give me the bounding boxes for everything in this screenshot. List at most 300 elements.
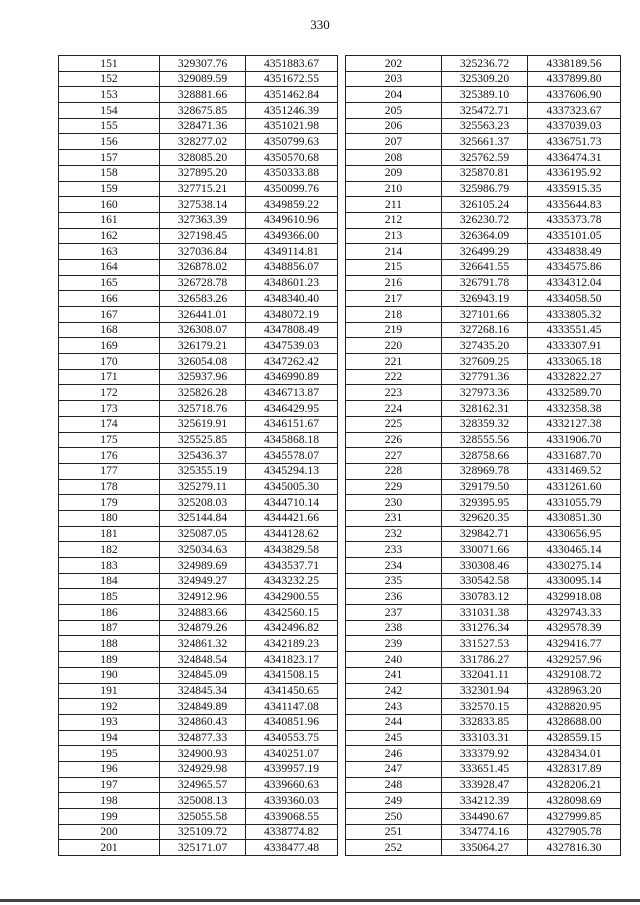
point-number-cell: 227 [346, 448, 442, 464]
x-coordinate-cell: 326791.78 [442, 275, 528, 291]
y-coordinate-cell: 4345578.07 [246, 448, 338, 464]
x-coordinate-cell: 324989.69 [160, 558, 246, 574]
table-row [59, 730, 338, 746]
x-coordinate-cell: 326728.78 [160, 275, 246, 291]
table-row [346, 620, 621, 636]
x-coordinate-cell: 329089.59 [160, 71, 246, 87]
x-coordinate-cell: 324949.27 [160, 573, 246, 589]
table-row [59, 840, 338, 856]
table-row [59, 134, 338, 150]
x-coordinate-cell: 325008.13 [160, 793, 246, 809]
table-row [346, 87, 621, 103]
point-number-cell: 234 [346, 558, 442, 574]
point-number-cell: 154 [59, 103, 160, 119]
page-number: 330 [310, 17, 330, 32]
x-coordinate-cell: 325661.37 [442, 134, 528, 150]
y-coordinate-cell: 4341823.17 [246, 652, 338, 668]
table-row [346, 259, 621, 275]
table-row [346, 777, 621, 793]
x-coordinate-cell: 334490.67 [442, 809, 528, 825]
x-coordinate-cell: 327895.20 [160, 165, 246, 181]
x-coordinate-cell: 324849.89 [160, 699, 246, 715]
table-row [346, 463, 621, 479]
x-coordinate-cell: 328881.66 [160, 87, 246, 103]
y-coordinate-cell: 4349610.96 [246, 212, 338, 228]
x-coordinate-cell: 325472.71 [442, 103, 528, 119]
point-number-cell: 224 [346, 401, 442, 417]
coordinate-table-right [345, 55, 621, 856]
point-number-cell: 236 [346, 589, 442, 605]
y-coordinate-cell: 4333065.18 [528, 354, 621, 370]
point-number-cell: 191 [59, 683, 160, 699]
point-number-cell: 158 [59, 165, 160, 181]
x-coordinate-cell: 325563.23 [442, 118, 528, 134]
point-number-cell: 155 [59, 118, 160, 134]
table-row [346, 652, 621, 668]
point-number-cell: 216 [346, 275, 442, 291]
y-coordinate-cell: 4351883.67 [246, 56, 338, 72]
x-coordinate-cell: 327268.16 [442, 322, 528, 338]
point-number-cell: 164 [59, 259, 160, 275]
point-number-cell: 174 [59, 416, 160, 432]
table-row [346, 401, 621, 417]
coordinate-table-left [58, 55, 338, 856]
table-row [346, 558, 621, 574]
x-coordinate-cell: 325087.05 [160, 526, 246, 542]
x-coordinate-cell: 324845.34 [160, 683, 246, 699]
point-number-cell: 244 [346, 714, 442, 730]
x-coordinate-cell: 325236.72 [442, 56, 528, 72]
y-coordinate-cell: 4328206.21 [528, 777, 621, 793]
y-coordinate-cell: 4328559.15 [528, 730, 621, 746]
x-coordinate-cell: 335064.27 [442, 840, 528, 856]
point-number-cell: 212 [346, 212, 442, 228]
y-coordinate-cell: 4345868.18 [246, 432, 338, 448]
table-row [59, 244, 338, 260]
y-coordinate-cell: 4337899.80 [528, 71, 621, 87]
y-coordinate-cell: 4334575.86 [528, 259, 621, 275]
point-number-cell: 208 [346, 150, 442, 166]
point-number-cell: 156 [59, 134, 160, 150]
table-row [59, 589, 338, 605]
x-coordinate-cell: 325309.20 [442, 71, 528, 87]
table-row [59, 636, 338, 652]
table-row [346, 416, 621, 432]
point-number-cell: 152 [59, 71, 160, 87]
table-row [346, 479, 621, 495]
table-row [59, 777, 338, 793]
y-coordinate-cell: 4333307.91 [528, 338, 621, 354]
point-number-cell: 233 [346, 542, 442, 558]
y-coordinate-cell: 4343537.71 [246, 558, 338, 574]
point-number-cell: 217 [346, 291, 442, 307]
point-number-cell: 173 [59, 401, 160, 417]
table-row [59, 746, 338, 762]
x-coordinate-cell: 329620.35 [442, 510, 528, 526]
table-row [59, 479, 338, 495]
point-number-cell: 220 [346, 338, 442, 354]
y-coordinate-cell: 4337039.03 [528, 118, 621, 134]
table-row [346, 746, 621, 762]
y-coordinate-cell: 4335373.78 [528, 212, 621, 228]
table-row [59, 354, 338, 370]
table-row [346, 432, 621, 448]
point-number-cell: 223 [346, 385, 442, 401]
y-coordinate-cell: 4350570.68 [246, 150, 338, 166]
point-number-cell: 229 [346, 479, 442, 495]
x-coordinate-cell: 326641.55 [442, 259, 528, 275]
table-row [59, 322, 338, 338]
point-number-cell: 195 [59, 746, 160, 762]
table-row [59, 259, 338, 275]
x-coordinate-cell: 328085.20 [160, 150, 246, 166]
y-coordinate-cell: 4349366.00 [246, 228, 338, 244]
table-row [59, 150, 338, 166]
table-row [346, 150, 621, 166]
x-coordinate-cell: 324965.57 [160, 777, 246, 793]
y-coordinate-cell: 4340851.96 [246, 714, 338, 730]
table-row [59, 824, 338, 840]
y-coordinate-cell: 4330275.14 [528, 558, 621, 574]
point-number-cell: 192 [59, 699, 160, 715]
point-number-cell: 185 [59, 589, 160, 605]
point-number-cell: 159 [59, 181, 160, 197]
x-coordinate-cell: 324879.26 [160, 620, 246, 636]
y-coordinate-cell: 4331469.52 [528, 463, 621, 479]
x-coordinate-cell: 327538.14 [160, 197, 246, 213]
x-coordinate-cell: 324929.98 [160, 761, 246, 777]
point-number-cell: 230 [346, 495, 442, 511]
y-coordinate-cell: 4339068.55 [246, 809, 338, 825]
x-coordinate-cell: 326308.07 [160, 322, 246, 338]
table-row [346, 118, 621, 134]
y-coordinate-cell: 4343232.25 [246, 573, 338, 589]
x-coordinate-cell: 325109.72 [160, 824, 246, 840]
y-coordinate-cell: 4342496.82 [246, 620, 338, 636]
table-row [59, 652, 338, 668]
y-coordinate-cell: 4328820.95 [528, 699, 621, 715]
x-coordinate-cell: 328162.31 [442, 401, 528, 417]
point-number-cell: 232 [346, 526, 442, 542]
x-coordinate-cell: 326441.01 [160, 307, 246, 323]
x-coordinate-cell: 332041.11 [442, 667, 528, 683]
y-coordinate-cell: 4336474.31 [528, 150, 621, 166]
y-coordinate-cell: 4348072.19 [246, 307, 338, 323]
point-number-cell: 162 [59, 228, 160, 244]
point-number-cell: 207 [346, 134, 442, 150]
y-coordinate-cell: 4340251.07 [246, 746, 338, 762]
y-coordinate-cell: 4329416.77 [528, 636, 621, 652]
y-coordinate-cell: 4336195.92 [528, 165, 621, 181]
point-number-cell: 204 [346, 87, 442, 103]
y-coordinate-cell: 4333551.45 [528, 322, 621, 338]
x-coordinate-cell: 325762.59 [442, 150, 528, 166]
point-number-cell: 167 [59, 307, 160, 323]
table-row [346, 56, 621, 72]
point-number-cell: 186 [59, 605, 160, 621]
x-coordinate-cell: 325826.28 [160, 385, 246, 401]
x-coordinate-cell: 334774.16 [442, 824, 528, 840]
point-number-cell: 251 [346, 824, 442, 840]
point-number-cell: 165 [59, 275, 160, 291]
x-coordinate-cell: 333928.47 [442, 777, 528, 793]
y-coordinate-cell: 4338774.82 [246, 824, 338, 840]
scan-bottom-edge [0, 899, 640, 902]
y-coordinate-cell: 4346713.87 [246, 385, 338, 401]
table-row [59, 165, 338, 181]
point-number-cell: 203 [346, 71, 442, 87]
y-coordinate-cell: 4329578.39 [528, 620, 621, 636]
point-number-cell: 184 [59, 573, 160, 589]
y-coordinate-cell: 4331906.70 [528, 432, 621, 448]
x-coordinate-cell: 324860.43 [160, 714, 246, 730]
x-coordinate-cell: 328969.78 [442, 463, 528, 479]
table-row [346, 605, 621, 621]
x-coordinate-cell: 325619.91 [160, 416, 246, 432]
y-coordinate-cell: 4335644.83 [528, 197, 621, 213]
point-number-cell: 201 [59, 840, 160, 856]
point-number-cell: 252 [346, 840, 442, 856]
x-coordinate-cell: 326878.02 [160, 259, 246, 275]
table-row [59, 542, 338, 558]
y-coordinate-cell: 4348601.23 [246, 275, 338, 291]
x-coordinate-cell: 325055.58 [160, 809, 246, 825]
y-coordinate-cell: 4345294.13 [246, 463, 338, 479]
point-number-cell: 250 [346, 809, 442, 825]
x-coordinate-cell: 325436.37 [160, 448, 246, 464]
table-row [59, 761, 338, 777]
point-number-cell: 245 [346, 730, 442, 746]
point-number-cell: 197 [59, 777, 160, 793]
point-number-cell: 175 [59, 432, 160, 448]
table-row [346, 510, 621, 526]
point-number-cell: 205 [346, 103, 442, 119]
x-coordinate-cell: 327435.20 [442, 338, 528, 354]
point-number-cell: 194 [59, 730, 160, 746]
x-coordinate-cell: 331031.38 [442, 605, 528, 621]
y-coordinate-cell: 4348856.07 [246, 259, 338, 275]
point-number-cell: 210 [346, 181, 442, 197]
point-number-cell: 246 [346, 746, 442, 762]
point-number-cell: 209 [346, 165, 442, 181]
table-row [59, 714, 338, 730]
y-coordinate-cell: 4327905.78 [528, 824, 621, 840]
y-coordinate-cell: 4350333.88 [246, 165, 338, 181]
x-coordinate-cell: 332833.85 [442, 714, 528, 730]
x-coordinate-cell: 333651.45 [442, 761, 528, 777]
y-coordinate-cell: 4340553.75 [246, 730, 338, 746]
x-coordinate-cell: 325389.10 [442, 87, 528, 103]
table-row [346, 212, 621, 228]
table-row [346, 71, 621, 87]
y-coordinate-cell: 4327999.85 [528, 809, 621, 825]
y-coordinate-cell: 4342189.23 [246, 636, 338, 652]
x-coordinate-cell: 327609.25 [442, 354, 528, 370]
point-number-cell: 214 [346, 244, 442, 260]
point-number-cell: 215 [346, 259, 442, 275]
table-row [346, 448, 621, 464]
y-coordinate-cell: 4336751.73 [528, 134, 621, 150]
table-row [59, 118, 338, 134]
table-row [59, 432, 338, 448]
point-number-cell: 240 [346, 652, 442, 668]
table-row [59, 683, 338, 699]
x-coordinate-cell: 331276.34 [442, 620, 528, 636]
table-row [59, 495, 338, 511]
table-row [59, 275, 338, 291]
point-number-cell: 213 [346, 228, 442, 244]
x-coordinate-cell: 329179.50 [442, 479, 528, 495]
table-row [59, 385, 338, 401]
x-coordinate-cell: 329395.95 [442, 495, 528, 511]
table-row [59, 558, 338, 574]
point-number-cell: 231 [346, 510, 442, 526]
x-coordinate-cell: 326105.24 [442, 197, 528, 213]
table-row [346, 322, 621, 338]
point-number-cell: 181 [59, 526, 160, 542]
table-row [59, 291, 338, 307]
table-row [346, 354, 621, 370]
point-number-cell: 226 [346, 432, 442, 448]
x-coordinate-cell: 324900.93 [160, 746, 246, 762]
table-row [346, 385, 621, 401]
point-number-cell: 183 [59, 558, 160, 574]
x-coordinate-cell: 324845.09 [160, 667, 246, 683]
table-row [346, 338, 621, 354]
point-number-cell: 182 [59, 542, 160, 558]
table-row [346, 134, 621, 150]
y-coordinate-cell: 4341508.15 [246, 667, 338, 683]
table-row [59, 510, 338, 526]
x-coordinate-cell: 328675.85 [160, 103, 246, 119]
table-row [346, 103, 621, 119]
x-coordinate-cell: 325718.76 [160, 401, 246, 417]
y-coordinate-cell: 4334312.04 [528, 275, 621, 291]
table-row [59, 228, 338, 244]
x-coordinate-cell: 327198.45 [160, 228, 246, 244]
table-row [59, 87, 338, 103]
x-coordinate-cell: 327101.66 [442, 307, 528, 323]
y-coordinate-cell: 4332358.38 [528, 401, 621, 417]
point-number-cell: 168 [59, 322, 160, 338]
point-number-cell: 237 [346, 605, 442, 621]
x-coordinate-cell: 326179.21 [160, 338, 246, 354]
table-row [59, 369, 338, 385]
table-row [59, 56, 338, 72]
y-coordinate-cell: 4327816.30 [528, 840, 621, 856]
table-row [59, 463, 338, 479]
point-number-cell: 180 [59, 510, 160, 526]
x-coordinate-cell: 330542.58 [442, 573, 528, 589]
point-number-cell: 198 [59, 793, 160, 809]
x-coordinate-cell: 333103.31 [442, 730, 528, 746]
point-number-cell: 243 [346, 699, 442, 715]
point-number-cell: 211 [346, 197, 442, 213]
x-coordinate-cell: 331786.27 [442, 652, 528, 668]
point-number-cell: 228 [346, 463, 442, 479]
x-coordinate-cell: 327973.36 [442, 385, 528, 401]
point-number-cell: 238 [346, 620, 442, 636]
point-number-cell: 206 [346, 118, 442, 134]
y-coordinate-cell: 4337323.67 [528, 103, 621, 119]
table-row [59, 699, 338, 715]
table-row [346, 636, 621, 652]
y-coordinate-cell: 4335101.05 [528, 228, 621, 244]
y-coordinate-cell: 4335915.35 [528, 181, 621, 197]
table-row [346, 542, 621, 558]
y-coordinate-cell: 4350099.76 [246, 181, 338, 197]
y-coordinate-cell: 4344128.62 [246, 526, 338, 542]
table-row [59, 338, 338, 354]
x-coordinate-cell: 330308.46 [442, 558, 528, 574]
point-number-cell: 219 [346, 322, 442, 338]
x-coordinate-cell: 326364.09 [442, 228, 528, 244]
y-coordinate-cell: 4328098.69 [528, 793, 621, 809]
y-coordinate-cell: 4330095.14 [528, 573, 621, 589]
y-coordinate-cell: 4346151.67 [246, 416, 338, 432]
y-coordinate-cell: 4351246.39 [246, 103, 338, 119]
table-row [346, 369, 621, 385]
point-number-cell: 189 [59, 652, 160, 668]
x-coordinate-cell: 327036.84 [160, 244, 246, 260]
x-coordinate-cell: 324877.33 [160, 730, 246, 746]
x-coordinate-cell: 326230.72 [442, 212, 528, 228]
table-row [346, 291, 621, 307]
table-row [59, 181, 338, 197]
table-row [59, 605, 338, 621]
y-coordinate-cell: 4333805.32 [528, 307, 621, 323]
x-coordinate-cell: 328555.56 [442, 432, 528, 448]
point-number-cell: 225 [346, 416, 442, 432]
y-coordinate-cell: 4341147.08 [246, 699, 338, 715]
y-coordinate-cell: 4350799.63 [246, 134, 338, 150]
x-coordinate-cell: 326499.29 [442, 244, 528, 260]
table-row [346, 793, 621, 809]
table-row [346, 244, 621, 260]
x-coordinate-cell: 329307.76 [160, 56, 246, 72]
x-coordinate-cell: 328277.02 [160, 134, 246, 150]
y-coordinate-cell: 4330465.14 [528, 542, 621, 558]
y-coordinate-cell: 4339957.19 [246, 761, 338, 777]
table-row [59, 573, 338, 589]
x-coordinate-cell: 326054.08 [160, 354, 246, 370]
x-coordinate-cell: 325870.81 [442, 165, 528, 181]
point-number-cell: 200 [59, 824, 160, 840]
x-coordinate-cell: 334212.39 [442, 793, 528, 809]
y-coordinate-cell: 4331261.60 [528, 479, 621, 495]
x-coordinate-cell: 326943.19 [442, 291, 528, 307]
x-coordinate-cell: 324848.54 [160, 652, 246, 668]
y-coordinate-cell: 4332589.70 [528, 385, 621, 401]
y-coordinate-cell: 4342560.15 [246, 605, 338, 621]
y-coordinate-cell: 4329743.33 [528, 605, 621, 621]
y-coordinate-cell: 4339360.03 [246, 793, 338, 809]
point-number-cell: 202 [346, 56, 442, 72]
table-row [59, 71, 338, 87]
table-row [59, 620, 338, 636]
y-coordinate-cell: 4328434.01 [528, 746, 621, 762]
y-coordinate-cell: 4329918.08 [528, 589, 621, 605]
table-row [346, 824, 621, 840]
y-coordinate-cell: 4334838.49 [528, 244, 621, 260]
point-number-cell: 188 [59, 636, 160, 652]
y-coordinate-cell: 4346990.89 [246, 369, 338, 385]
x-coordinate-cell: 328359.32 [442, 416, 528, 432]
y-coordinate-cell: 4346429.95 [246, 401, 338, 417]
table-row [59, 416, 338, 432]
x-coordinate-cell: 325144.84 [160, 510, 246, 526]
point-number-cell: 190 [59, 667, 160, 683]
